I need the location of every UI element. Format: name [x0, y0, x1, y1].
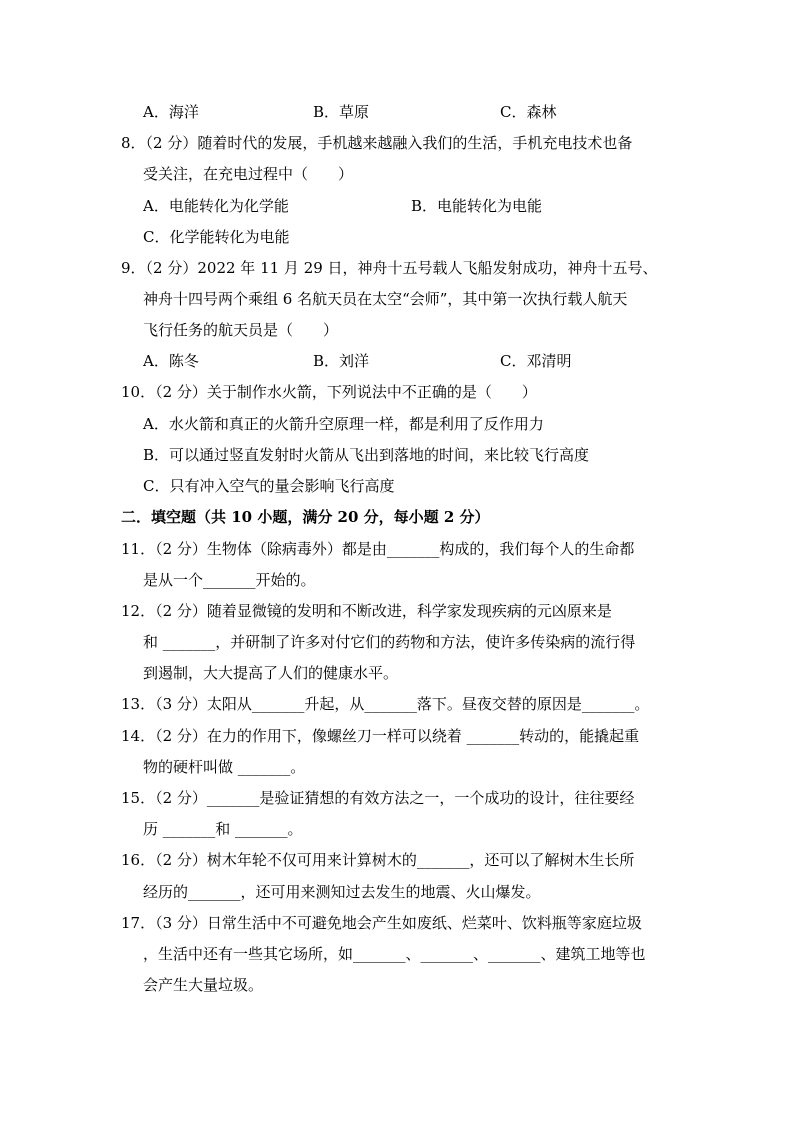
q10-stem-line1: 10．（2 分）关于制作水火箭，下列说法中不正确的是（ ）: [121, 383, 537, 401]
q11-stem-line2: 是从一个_______开始的。: [143, 571, 316, 589]
q8-stem-line1: 8．（2 分）随着时代的发展，手机越来越融入我们的生活，手机充电技术也备: [121, 134, 633, 152]
q9-option-b: B．刘洋: [313, 352, 370, 370]
q13-stem-line1: 13．（3 分）太阳从_______升起，从_______落下。昼夜交替的原因是_______。: [121, 695, 650, 713]
q8-stem-line2: 受关注，在充电过程中（ ）: [143, 165, 354, 183]
q10-option-a: A．水火箭和真正的火箭升空原理一样，都是利用了反作用力: [143, 415, 544, 433]
q12-stem-line2: 和 _______，并研制了许多对付它们的药物和方法，使许多传染病的流行得: [143, 633, 636, 651]
q8-option-c: C．化学能转化为电能: [143, 228, 290, 246]
q16-stem-line2: 经历的_______，还可用来测知过去发生的地震、火山爆发。: [143, 883, 541, 901]
q16-stem-line1: 16．（2 分）树木年轮不仅可用来计算树木的_______，还可以了解树木生长所: [121, 851, 635, 869]
q10-option-b: B．可以通过竖直发射时火箭从飞出到落地的时间，来比较飞行高度: [143, 446, 590, 464]
q12-stem-line3: 到遏制，大大提高了人们的健康水平。: [143, 664, 399, 682]
q9-option-a: A．陈冬: [143, 352, 199, 370]
q14-stem-line1: 14．（2 分）在力的作用下，像螺丝刀一样可以绕着 _______转动的，能撬起重: [121, 727, 640, 745]
q17-stem-line1: 17．（3 分）日常生活中不可避免地会产生如废纸、烂菜叶、饮料瓶等家庭垃圾: [121, 914, 642, 932]
q15-stem-line1: 15．（2 分）_______是验证猜想的有效方法之一，一个成功的设计，往往要经: [121, 789, 635, 807]
q9-stem-line1: 9．（2 分）2022 年 11 月 29 日，神舟十五号载人飞船发射成功，神舟十五号、: [121, 259, 658, 277]
q7-option-c: C．森林: [500, 103, 557, 121]
q17-stem-line2: ，生活中还有一些其它场所，如_______、_______、_______、建筑工地等也: [143, 945, 646, 963]
q9-option-c: C．邓清明: [500, 352, 572, 370]
q10-option-c: C．只有冲入空气的量会影响飞行高度: [143, 477, 395, 495]
q11-stem-line1: 11．（2 分）生物体（除病毒外）都是由_______构成的，我们每个人的生命都: [121, 540, 635, 558]
q9-stem-line3: 飞行任务的航天员是（ ）: [143, 321, 339, 339]
q12-stem-line1: 12．（2 分）随着显微镜的发明和不断改进，科学家发现疾病的元凶原来是: [121, 602, 612, 620]
q8-option-b: B．电能转化为电能: [411, 197, 543, 215]
q15-stem-line2: 历 _______和 _______。: [143, 820, 303, 838]
q9-stem-line2: 神舟十四号两个乘组 6 名航天员在太空“会师”，其中第一次执行载人航天: [143, 290, 628, 308]
q8-option-a: A．电能转化为化学能: [143, 197, 289, 215]
q17-stem-line3: 会产生大量垃圾。: [143, 976, 264, 994]
section-heading-fill-in: 二．填空题（共 10 小题，满分 20 分，每小题 2 分）: [121, 508, 490, 526]
q14-stem-line2: 物的硬杆叫做 _______。: [143, 758, 306, 776]
q7-option-b: B．草原: [313, 103, 370, 121]
q7-option-a: A．海洋: [143, 103, 199, 121]
